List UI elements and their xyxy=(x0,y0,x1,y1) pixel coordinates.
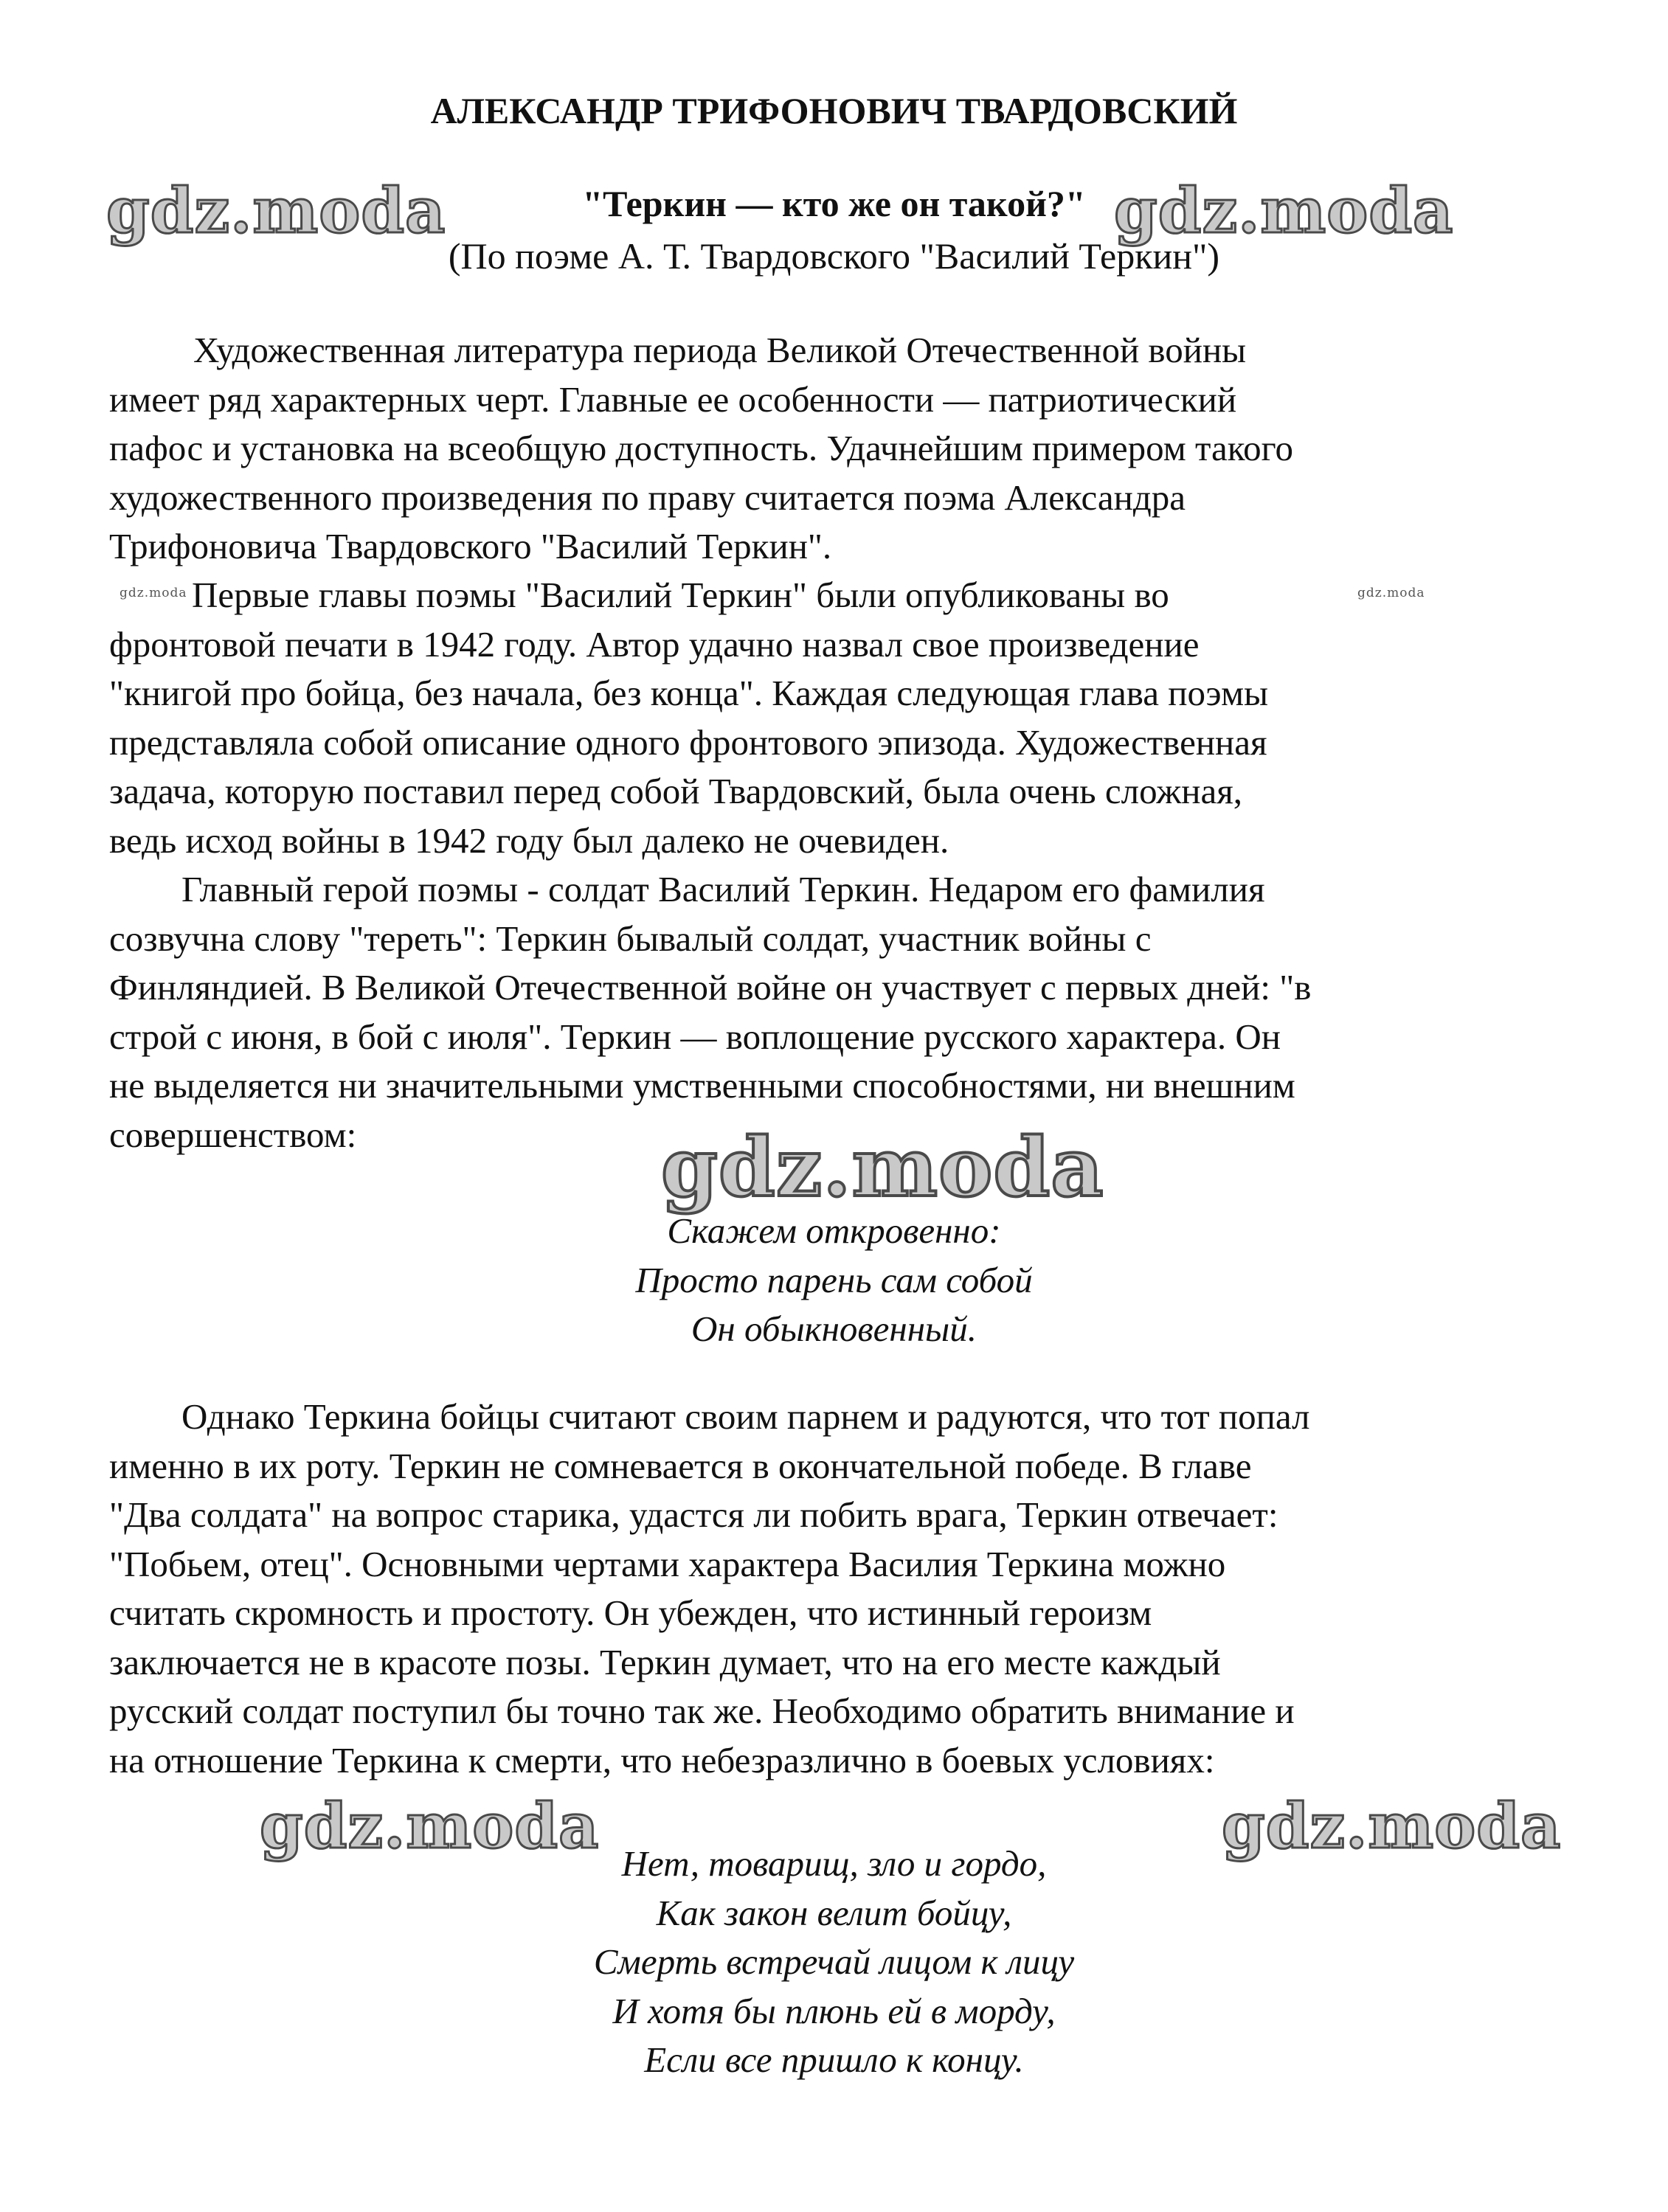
watermark-logo: gdz.moda xyxy=(1114,174,1454,247)
text-line: представляла собой описание одного фронтового эпизода. Художественная xyxy=(109,721,1267,763)
verse-line: Просто парень сам собой xyxy=(635,1259,1033,1300)
verse-line: Если все пришло к концу. xyxy=(644,2039,1024,2080)
text-line: заключается не в красоте позы. Теркин думает, что на его месте каждый xyxy=(109,1641,1221,1682)
text-line: имеет ряд характерных черт. Главные ее особенности — патриотический xyxy=(109,378,1237,420)
paragraph-4 xyxy=(109,1393,1548,1785)
text-line: Первые главы поэмы "Василий Теркин" были опубликованы во xyxy=(192,575,1169,615)
verse-line: Нет, товарищ, зло и гордо, xyxy=(621,1843,1047,1884)
author-heading: АЛЕКСАНДР ТРИФОНОВИЧ ТВАРДОВСКИЙ xyxy=(430,90,1238,131)
paragraph-1 xyxy=(109,326,1548,572)
text-line: "Побьем, отец". Основными чертами характера Василия Теркина можно xyxy=(109,1543,1226,1584)
text-line: Трифоновича Твардовского "Василий Теркин". xyxy=(109,526,832,566)
paragraph-2 xyxy=(109,571,1548,865)
text-line: Однако Теркина бойцы считают своим парнем и радуются, что тот попал xyxy=(181,1396,1310,1437)
essay-subtitle: (По поэме А. Т. Твардовского "Василий Теркин") xyxy=(448,235,1220,277)
text-line: Художественная литература периода Великой Отечественной войны xyxy=(193,330,1247,370)
text-line: созвучна слову "тереть": Теркин бывалый солдат, участник войны с xyxy=(109,918,1152,959)
verse-quote-1 xyxy=(0,1207,1668,1354)
text-line: строй с июня, в бой с июля". Теркин — воплощение русского характера. Он xyxy=(109,1016,1281,1057)
text-line: задача, которую поставил перед собой Твардовский, была очень сложная, xyxy=(109,771,1242,811)
verse-quote-2 xyxy=(0,1840,1668,2085)
watermark-logo: gdz.moda xyxy=(120,586,187,600)
text-line: русский солдат поступил бы точно так же. Необходимо обратить внимание и xyxy=(109,1691,1295,1731)
text-line: Главный герой поэмы - солдат Василий Теркин. Недаром его фамилия xyxy=(181,869,1265,909)
essay-title: "Теркин — кто же он такой?" xyxy=(582,183,1086,224)
watermark-logo: gdz.moda xyxy=(1222,1789,1562,1862)
watermark-logo: gdz.moda xyxy=(1357,586,1425,600)
verse-line: Как закон велит бойцу, xyxy=(656,1892,1012,1933)
text-line: "Два солдата" на вопрос старика, удастся ли побить врага, Теркин отвечает: xyxy=(109,1494,1278,1535)
text-line: именно в их роту. Теркин не сомневается в окончательной победе. В главе xyxy=(109,1445,1252,1486)
text-line: художественного произведения по праву считается поэма Александра xyxy=(109,476,1186,518)
verse-line: Смерть встречай лицом к лицу xyxy=(593,1941,1075,1982)
watermark-logo: gdz.moda xyxy=(106,174,446,247)
text-line: фронтовой печати в 1942 году. Автор удачно назвал свое произведение xyxy=(109,623,1200,665)
text-line: Финляндией. В Великой Отечественной войне он участвует с первых дней: "в xyxy=(109,967,1312,1008)
text-line: на отношение Теркина к смерти, что небезразлично в боевых условиях: xyxy=(109,1739,1215,1781)
text-line: совершенством: xyxy=(109,1114,357,1155)
text-line: "книгой про бойца, без начала, без конца". Каждая следующая глава поэмы xyxy=(109,673,1269,713)
text-line: не выделяется ни значительными умственными способностями, ни внешним xyxy=(109,1065,1295,1106)
watermark-logo: gdz.moda xyxy=(260,1789,600,1862)
text-line: считать скромность и простоту. Он убежден, что истинный героизм xyxy=(109,1592,1152,1633)
text-line: пафос и установка на всеобщую доступность. Удачнейшим примером такого xyxy=(109,428,1293,468)
paragraph-3 xyxy=(109,865,1548,1159)
verse-line: Скажем откровенно: xyxy=(667,1210,1001,1251)
verse-line: И хотя бы плюнь ей в морду, xyxy=(612,1990,1056,2031)
watermark-logo: gdz.moda xyxy=(661,1120,1104,1215)
text-line: ведь исход войны в 1942 году был далеко не очевиден. xyxy=(109,819,949,861)
verse-line: Он обыкновенный. xyxy=(691,1308,977,1349)
